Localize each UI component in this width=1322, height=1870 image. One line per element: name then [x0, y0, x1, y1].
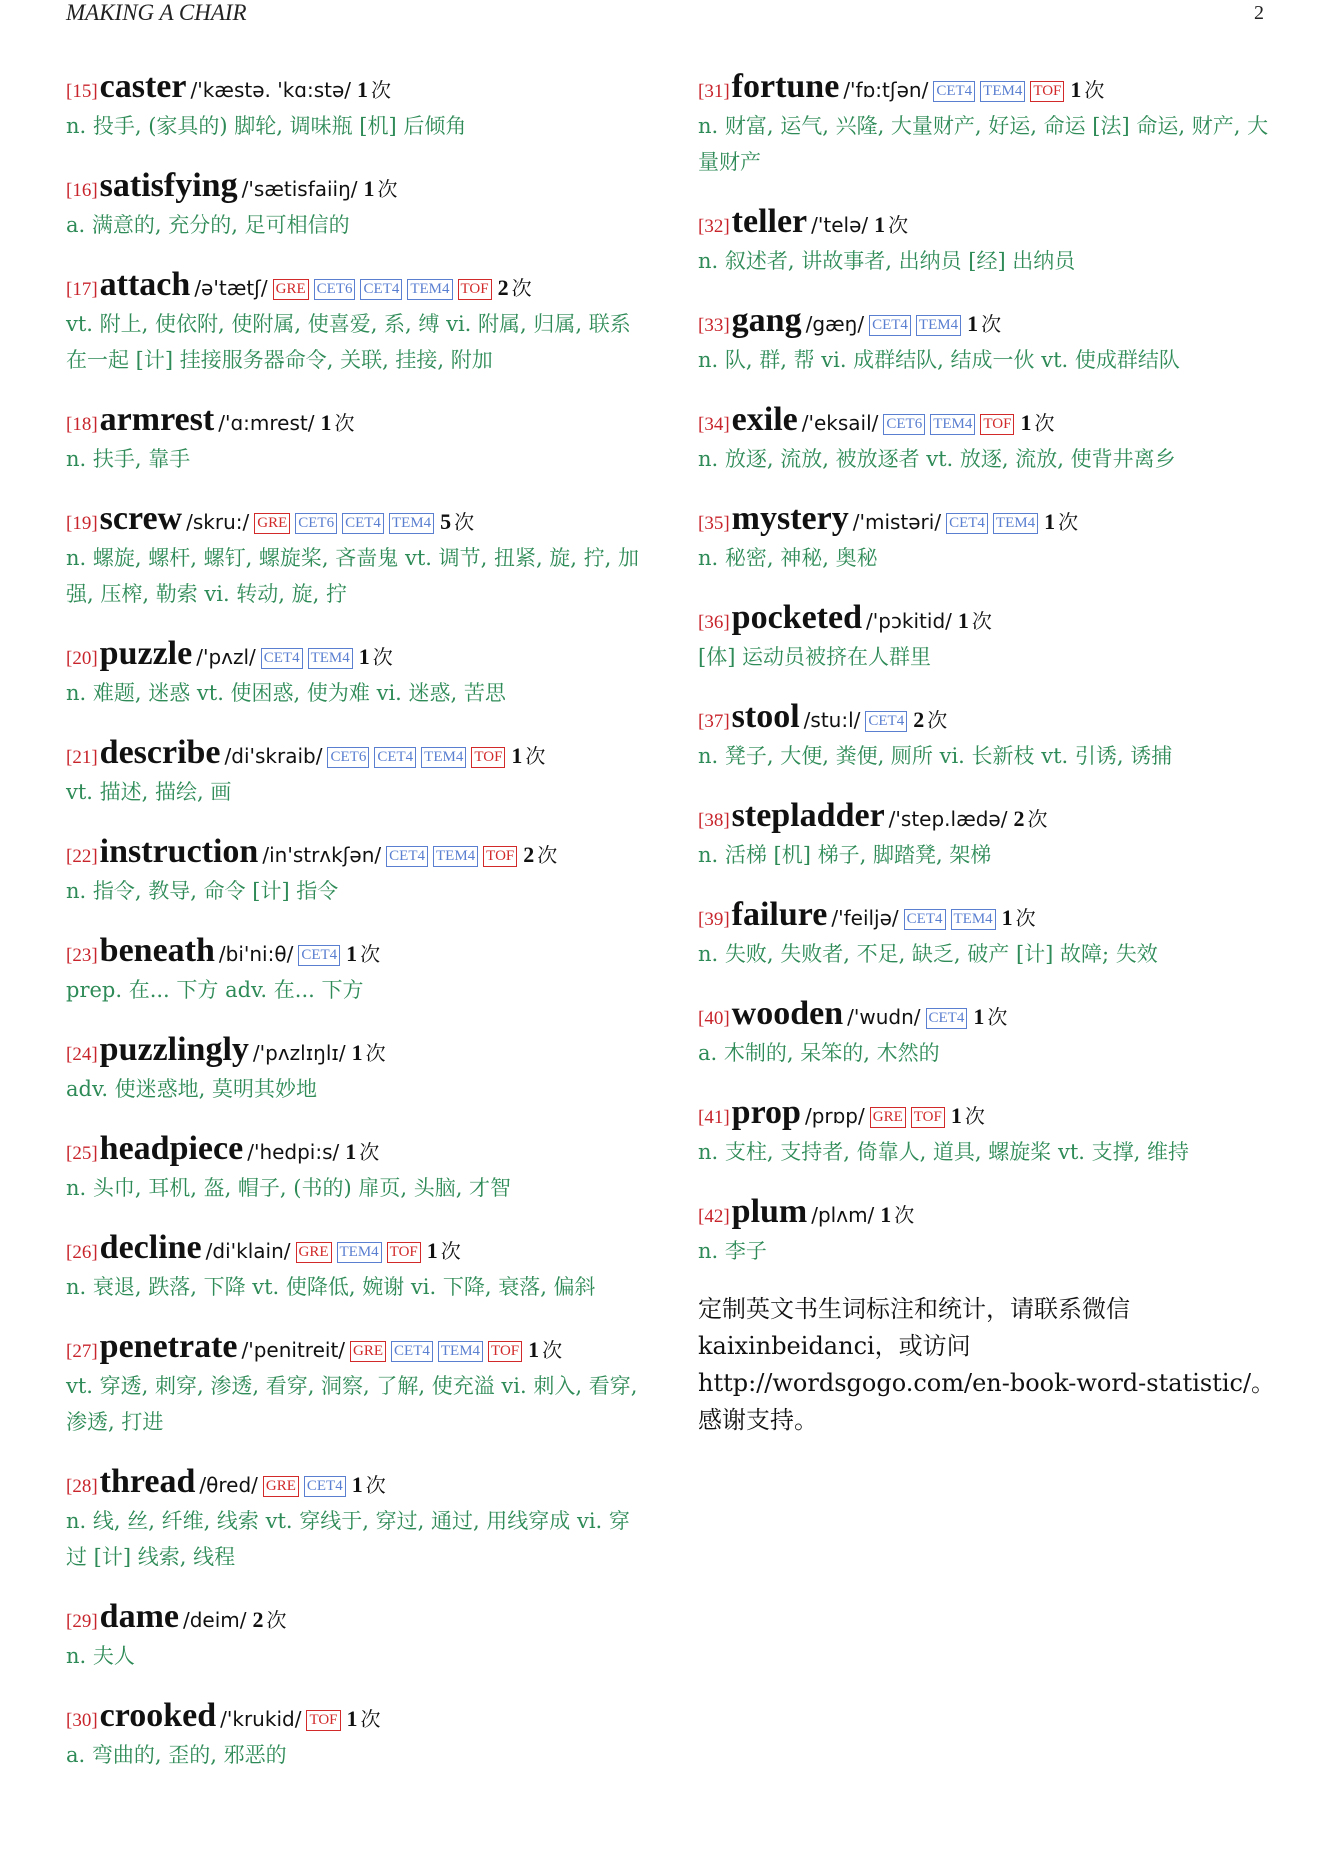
entry-headline [66, 633, 646, 675]
entry-number: [26] [66, 1242, 98, 1263]
exam-tag-tem4: TEM4 [337, 1242, 382, 1263]
word-entry [66, 66, 646, 144]
entry-number: [22] [66, 846, 98, 867]
phonetic: /'telə/ [811, 213, 869, 237]
exam-tag-tem4: TEM4 [433, 846, 478, 867]
word-entry [698, 1191, 1278, 1269]
occurrence-count: 1 [874, 212, 886, 237]
exam-tag-gre: GRE [350, 1341, 386, 1362]
headword: pocketed [731, 599, 862, 636]
definition: n. 队, 群, 帮 vi. 成群结队, 结成一伙 vt. 使成群结队 [698, 348, 1180, 372]
entry-headline [66, 1695, 646, 1737]
phonetic: /'penitreit/ [241, 1338, 346, 1362]
headword: exile [731, 401, 798, 438]
definition: n. 放逐, 流放, 被放逐者 vt. 放逐, 流放, 使背井离乡 [698, 447, 1176, 471]
phonetic: /deim/ [182, 1608, 247, 1632]
exam-tag-cet4: CET4 [926, 1008, 968, 1029]
headword: teller [731, 203, 808, 240]
exam-tag-tof: TOF [471, 747, 505, 768]
phonetic: /di'klain/ [205, 1239, 291, 1263]
word-entry [698, 795, 1278, 873]
exam-tag-tof: TOF [911, 1107, 945, 1128]
exam-tag-gre: GRE [273, 279, 309, 300]
word-entry [66, 1227, 646, 1305]
exam-tag-tem4: TEM4 [993, 513, 1038, 534]
phonetic: /di'skraib/ [224, 744, 323, 768]
exam-tag-tem4: TEM4 [407, 279, 452, 300]
page-header-title: MAKING A CHAIR [66, 0, 247, 25]
occurrence-count: 1 [345, 1139, 357, 1164]
headword: fortune [731, 68, 840, 105]
occurrence-count: 2 [1013, 806, 1025, 831]
exam-tag-tem4: TEM4 [930, 414, 975, 435]
exam-tag-tem4: TEM4 [951, 909, 996, 930]
entry-number: [40] [698, 1008, 730, 1029]
definition: n. 李子 [698, 1239, 767, 1263]
count-unit: 次 [1084, 78, 1105, 102]
entry-headline [66, 930, 646, 972]
count-unit: 次 [334, 411, 355, 435]
headword: satisfying [99, 167, 238, 204]
exam-tag-cet4: CET4 [865, 711, 907, 732]
exam-tag-tem4: TEM4 [916, 315, 961, 336]
definition: n. 秘密, 神秘, 奥秘 [698, 546, 878, 570]
exam-tag-cet4: CET4 [946, 513, 988, 534]
phonetic: /ə'tætʃ/ [194, 276, 268, 300]
count-unit: 次 [971, 609, 992, 633]
count-unit: 次 [964, 1104, 985, 1128]
count-unit: 次 [894, 1203, 915, 1227]
word-entry [66, 633, 646, 711]
exam-tag-tem4: TEM4 [308, 648, 353, 669]
count-unit: 次 [440, 1239, 461, 1263]
word-entry [66, 1596, 646, 1674]
entry-headline [66, 1596, 646, 1638]
phonetic: /'feiljə/ [831, 906, 899, 930]
occurrence-count: 1 [880, 1202, 892, 1227]
occurrence-count: 1 [358, 644, 370, 669]
headword: penetrate [99, 1328, 238, 1365]
word-entry [66, 1326, 646, 1440]
count-unit: 次 [371, 78, 392, 102]
entry-headline [698, 597, 1278, 639]
entry-number: [24] [66, 1044, 98, 1065]
entry-headline [66, 1029, 646, 1071]
entry-number: [42] [698, 1206, 730, 1227]
headword: dame [99, 1598, 179, 1635]
exam-tag-tof: TOF [980, 414, 1014, 435]
exam-tag-gre: GRE [254, 513, 290, 534]
entry-headline [698, 399, 1278, 441]
entry-number: [29] [66, 1611, 98, 1632]
occurrence-count: 1 [320, 410, 332, 435]
entry-number: [16] [66, 180, 98, 201]
exam-tag-cet4: CET4 [304, 1476, 346, 1497]
occurrence-count: 1 [363, 176, 375, 201]
phonetic: /'hedpi:s/ [247, 1140, 340, 1164]
occurrence-count: 2 [913, 707, 925, 732]
exam-tag-cet4: CET4 [391, 1341, 433, 1362]
definition: a. 弯曲的, 歪的, 邪恶的 [66, 1743, 287, 1767]
exam-tag-cet4: CET4 [904, 909, 946, 930]
word-entry [698, 597, 1278, 675]
count-unit: 次 [1027, 807, 1048, 831]
exam-tag-tem4: TEM4 [389, 513, 434, 534]
headword: instruction [99, 833, 259, 870]
phonetic: /'ɑ:mrest/ [218, 411, 315, 435]
headword: decline [99, 1229, 202, 1266]
right-column [698, 66, 1278, 1439]
definition: a. 木制的, 呆笨的, 木然的 [698, 1041, 940, 1065]
count-unit: 次 [360, 1707, 381, 1731]
exam-tag-tem4: TEM4 [980, 81, 1025, 102]
occurrence-count: 1 [426, 1238, 438, 1263]
definition: adv. 使迷惑地, 莫明其妙地 [66, 1077, 318, 1101]
occurrence-count: 1 [973, 1004, 985, 1029]
definition: n. 支柱, 支持者, 倚靠人, 道具, 螺旋桨 vt. 支撑, 维持 [698, 1140, 1189, 1164]
word-entry [66, 1461, 646, 1575]
exam-tag-cet4: CET4 [869, 315, 911, 336]
count-unit: 次 [372, 645, 393, 669]
phonetic: /prɒp/ [804, 1104, 865, 1128]
exam-tag-cet4: CET4 [360, 279, 402, 300]
page-number: 2 [1254, 2, 1264, 24]
exam-tag-gre: GRE [296, 1242, 332, 1263]
count-unit: 次 [360, 942, 381, 966]
entry-number: [41] [698, 1107, 730, 1128]
word-entry [698, 1092, 1278, 1170]
exam-tag-cet4: CET4 [933, 81, 975, 102]
count-unit: 次 [365, 1041, 386, 1065]
entry-number: [25] [66, 1143, 98, 1164]
phonetic: /'mistəri/ [852, 510, 942, 534]
word-entry [698, 894, 1278, 972]
word-entry [66, 732, 646, 810]
occurrence-count: 1 [957, 608, 969, 633]
count-unit: 次 [927, 708, 948, 732]
headword: plum [731, 1193, 808, 1230]
occurrence-count: 1 [1020, 410, 1032, 435]
definition: vt. 描述, 描绘, 画 [66, 780, 232, 804]
count-unit: 次 [511, 276, 532, 300]
word-entry [66, 1029, 646, 1107]
count-unit: 次 [266, 1608, 287, 1632]
word-entry [66, 264, 646, 378]
occurrence-count: 1 [511, 743, 523, 768]
exam-tag-gre: GRE [870, 1107, 906, 1128]
phonetic: /θred/ [199, 1473, 258, 1497]
phonetic: /'pʌzlɪŋlɪ/ [252, 1041, 346, 1065]
count-unit: 次 [1058, 510, 1079, 534]
entry-number: [21] [66, 747, 98, 768]
footer-note: 定制英文书生词标注和统计，请联系微信 kaixinbeidanci，或访问 http://wordsgogo.com/en-book-word-statistic/。感谢支持。 [698, 1295, 1276, 1434]
occurrence-count: 1 [1001, 905, 1013, 930]
entry-number: [37] [698, 711, 730, 732]
count-unit: 次 [981, 312, 1002, 336]
word-entry [66, 399, 646, 477]
occurrence-count: 2 [497, 275, 509, 300]
entry-number: [35] [698, 513, 730, 534]
entry-headline [66, 66, 646, 108]
entry-number: [28] [66, 1476, 98, 1497]
definition: n. 凳子, 大便, 粪便, 厕所 vi. 长新枝 vt. 引诱, 诱捕 [698, 744, 1173, 768]
entry-headline [66, 1227, 646, 1269]
headword: thread [99, 1463, 196, 1500]
exam-tag-cet4: CET4 [261, 648, 303, 669]
phonetic: /'pɔkitid/ [865, 609, 952, 633]
phonetic: /'sætisfaiiŋ/ [241, 177, 358, 201]
definition: n. 投手, (家具的) 脚轮, 调味瓶 [机] 后倾角 [66, 114, 467, 138]
occurrence-count: 1 [528, 1337, 540, 1362]
headword: attach [99, 266, 191, 303]
entry-headline [66, 165, 646, 207]
phonetic: /'step.lædə/ [888, 807, 1008, 831]
exam-tag-cet4: CET4 [298, 945, 340, 966]
exam-tag-tof: TOF [483, 846, 517, 867]
headword: headpiece [99, 1130, 244, 1167]
phonetic: /gæŋ/ [805, 312, 865, 336]
count-unit: 次 [537, 843, 558, 867]
entry-headline [698, 993, 1278, 1035]
definition: n. 活梯 [机] 梯子, 脚踏凳, 架梯 [698, 843, 992, 867]
definition: n. 线, 丝, 纤维, 线索 vt. 穿线于, 穿过, 通过, 用线穿成 vi. 穿过 [计] 线索, 线程 [66, 1509, 630, 1569]
headword: caster [99, 68, 187, 105]
occurrence-count: 1 [1070, 77, 1082, 102]
occurrence-count: 2 [523, 842, 535, 867]
headword: puzzle [99, 635, 193, 672]
entry-headline [698, 1191, 1278, 1233]
count-unit: 次 [1034, 411, 1055, 435]
entry-number: [23] [66, 945, 98, 966]
entry-number: [15] [66, 81, 98, 102]
count-unit: 次 [888, 213, 909, 237]
word-entry [698, 498, 1278, 576]
definition: n. 财富, 运气, 兴隆, 大量财产, 好运, 命运 [法] 命运, 财产, 大量财产 [698, 114, 1269, 174]
exam-tag-cet6: CET6 [295, 513, 337, 534]
occurrence-count: 1 [346, 941, 358, 966]
exam-tag-cet6: CET6 [327, 747, 369, 768]
word-entry [66, 831, 646, 909]
headword: screw [99, 500, 183, 537]
phonetic: /'kæstə. 'kɑ:stə/ [190, 78, 352, 102]
occurrence-count: 1 [967, 311, 979, 336]
definition: prep. 在... 下方 adv. 在... 下方 [66, 978, 364, 1002]
phonetic: /'pʌzl/ [196, 645, 256, 669]
word-entry [698, 201, 1278, 279]
occurrence-count: 1 [351, 1472, 363, 1497]
phonetic: /'fɒ:tʃən/ [843, 78, 929, 102]
headword: puzzlingly [99, 1031, 249, 1068]
entry-headline [698, 201, 1278, 243]
occurrence-count: 1 [346, 1706, 358, 1731]
entry-headline [698, 696, 1278, 738]
headword: crooked [99, 1697, 217, 1734]
exam-tag-tof: TOF [387, 1242, 421, 1263]
word-entry [698, 696, 1278, 774]
exam-tag-tem4: TEM4 [438, 1341, 483, 1362]
phonetic: /'eksail/ [801, 411, 879, 435]
exam-tag-gre: GRE [263, 1476, 299, 1497]
entry-number: [33] [698, 315, 730, 336]
count-unit: 次 [525, 744, 546, 768]
headword: wooden [731, 995, 844, 1032]
word-entry [66, 1128, 646, 1206]
phonetic: /skru:/ [186, 510, 250, 534]
exam-tag-cet4: CET4 [342, 513, 384, 534]
count-unit: 次 [365, 1473, 386, 1497]
entry-number: [17] [66, 279, 98, 300]
entry-headline [66, 399, 646, 441]
left-column [66, 66, 646, 1773]
headword: stepladder [731, 797, 885, 834]
exam-tag-cet6: CET6 [883, 414, 925, 435]
headword: beneath [99, 932, 215, 969]
exam-tag-cet4: CET4 [386, 846, 428, 867]
count-unit: 次 [542, 1338, 563, 1362]
definition: n. 夫人 [66, 1644, 135, 1668]
exam-tag-cet6: CET6 [314, 279, 356, 300]
entry-headline [698, 66, 1278, 108]
headword: gang [731, 302, 802, 339]
occurrence-count: 1 [1044, 509, 1056, 534]
word-entry [698, 399, 1278, 477]
occurrence-count: 2 [252, 1607, 264, 1632]
entry-headline [66, 732, 646, 774]
entry-number: [34] [698, 414, 730, 435]
exam-tag-tof: TOF [458, 279, 492, 300]
occurrence-count: 5 [440, 509, 452, 534]
definition: n. 扶手, 靠手 [66, 447, 191, 471]
exam-tag-cet4: CET4 [374, 747, 416, 768]
definition: n. 螺旋, 螺杆, 螺钉, 螺旋桨, 吝啬鬼 vt. 调节, 扭紧, 旋, 拧, 加强, 压榨, 勒索 vi. 转动, 旋, 拧 [66, 546, 640, 606]
definition: n. 头巾, 耳机, 盔, 帽子, (书的) 扉页, 头脑, 才智 [66, 1176, 512, 1200]
right-entry-list [698, 66, 1278, 1269]
entry-number: [39] [698, 909, 730, 930]
entry-number: [31] [698, 81, 730, 102]
entry-number: [38] [698, 810, 730, 831]
phonetic: /in'strʌkʃən/ [262, 843, 382, 867]
occurrence-count: 1 [950, 1103, 962, 1128]
headword: mystery [731, 500, 849, 537]
definition: n. 失败, 失败者, 不足, 缺乏, 破产 [计] 故障; 失效 [698, 942, 1158, 966]
entry-headline [66, 264, 646, 306]
word-entry [66, 498, 646, 612]
entry-headline [698, 795, 1278, 837]
entry-headline [698, 894, 1278, 936]
word-entry [698, 66, 1278, 180]
phonetic: /'krukid/ [220, 1707, 302, 1731]
headword: armrest [99, 401, 215, 438]
definition: [体] 运动员被挤在人群里 [698, 645, 932, 669]
headword: stool [731, 698, 800, 735]
entry-headline [698, 498, 1278, 540]
count-unit: 次 [454, 510, 475, 534]
occurrence-count: 1 [351, 1040, 363, 1065]
word-entry [66, 165, 646, 243]
entry-number: [18] [66, 414, 98, 435]
entry-headline [66, 1461, 646, 1503]
exam-tag-tof: TOF [1030, 81, 1064, 102]
entry-number: [30] [66, 1710, 98, 1731]
exam-tag-tof: TOF [306, 1710, 340, 1731]
phonetic: /stu:l/ [803, 708, 861, 732]
definition: n. 叙述者, 讲故事者, 出纳员 [经] 出纳员 [698, 249, 1076, 273]
word-entry [698, 300, 1278, 378]
exam-tag-tem4: TEM4 [421, 747, 466, 768]
definition: a. 满意的, 充分的, 足可相信的 [66, 213, 350, 237]
entry-number: [36] [698, 612, 730, 633]
entry-headline [66, 1128, 646, 1170]
count-unit: 次 [359, 1140, 380, 1164]
word-entry [698, 993, 1278, 1071]
entry-number: [19] [66, 513, 98, 534]
occurrence-count: 1 [357, 77, 369, 102]
definition: n. 难题, 迷惑 vt. 使困惑, 使为难 vi. 迷惑, 苦思 [66, 681, 506, 705]
definition: n. 指令, 教导, 命令 [计] 指令 [66, 879, 339, 903]
headword: prop [731, 1094, 801, 1131]
entry-headline [66, 498, 646, 540]
definition: vt. 穿透, 刺穿, 渗透, 看穿, 洞察, 了解, 使充溢 vi. 刺入, 看穿, 渗透, 打进 [66, 1374, 638, 1434]
word-entry [66, 1695, 646, 1773]
definition: vt. 附上, 使依附, 使附属, 使喜爱, 系, 缚 vi. 附属, 归属, 联系在一起 [计] 挂接服务器命令, 关联, 挂接, 附加 [66, 312, 631, 372]
word-entry [66, 930, 646, 1008]
entry-headline [698, 1092, 1278, 1134]
entry-headline [66, 831, 646, 873]
phonetic: /bi'ni:θ/ [218, 942, 294, 966]
entry-number: [20] [66, 648, 98, 669]
headword: describe [99, 734, 221, 771]
phonetic: /plʌm/ [811, 1203, 875, 1227]
count-unit: 次 [987, 1005, 1008, 1029]
definition: n. 衰退, 跌落, 下降 vt. 使降低, 婉谢 vi. 下降, 衰落, 偏斜 [66, 1275, 596, 1299]
headword: failure [731, 896, 828, 933]
entry-number: [32] [698, 216, 730, 237]
entry-headline [66, 1326, 646, 1368]
entry-headline [698, 300, 1278, 342]
count-unit: 次 [1015, 906, 1036, 930]
exam-tag-tof: TOF [488, 1341, 522, 1362]
count-unit: 次 [377, 177, 398, 201]
entry-number: [27] [66, 1341, 98, 1362]
phonetic: /'wudn/ [847, 1005, 921, 1029]
